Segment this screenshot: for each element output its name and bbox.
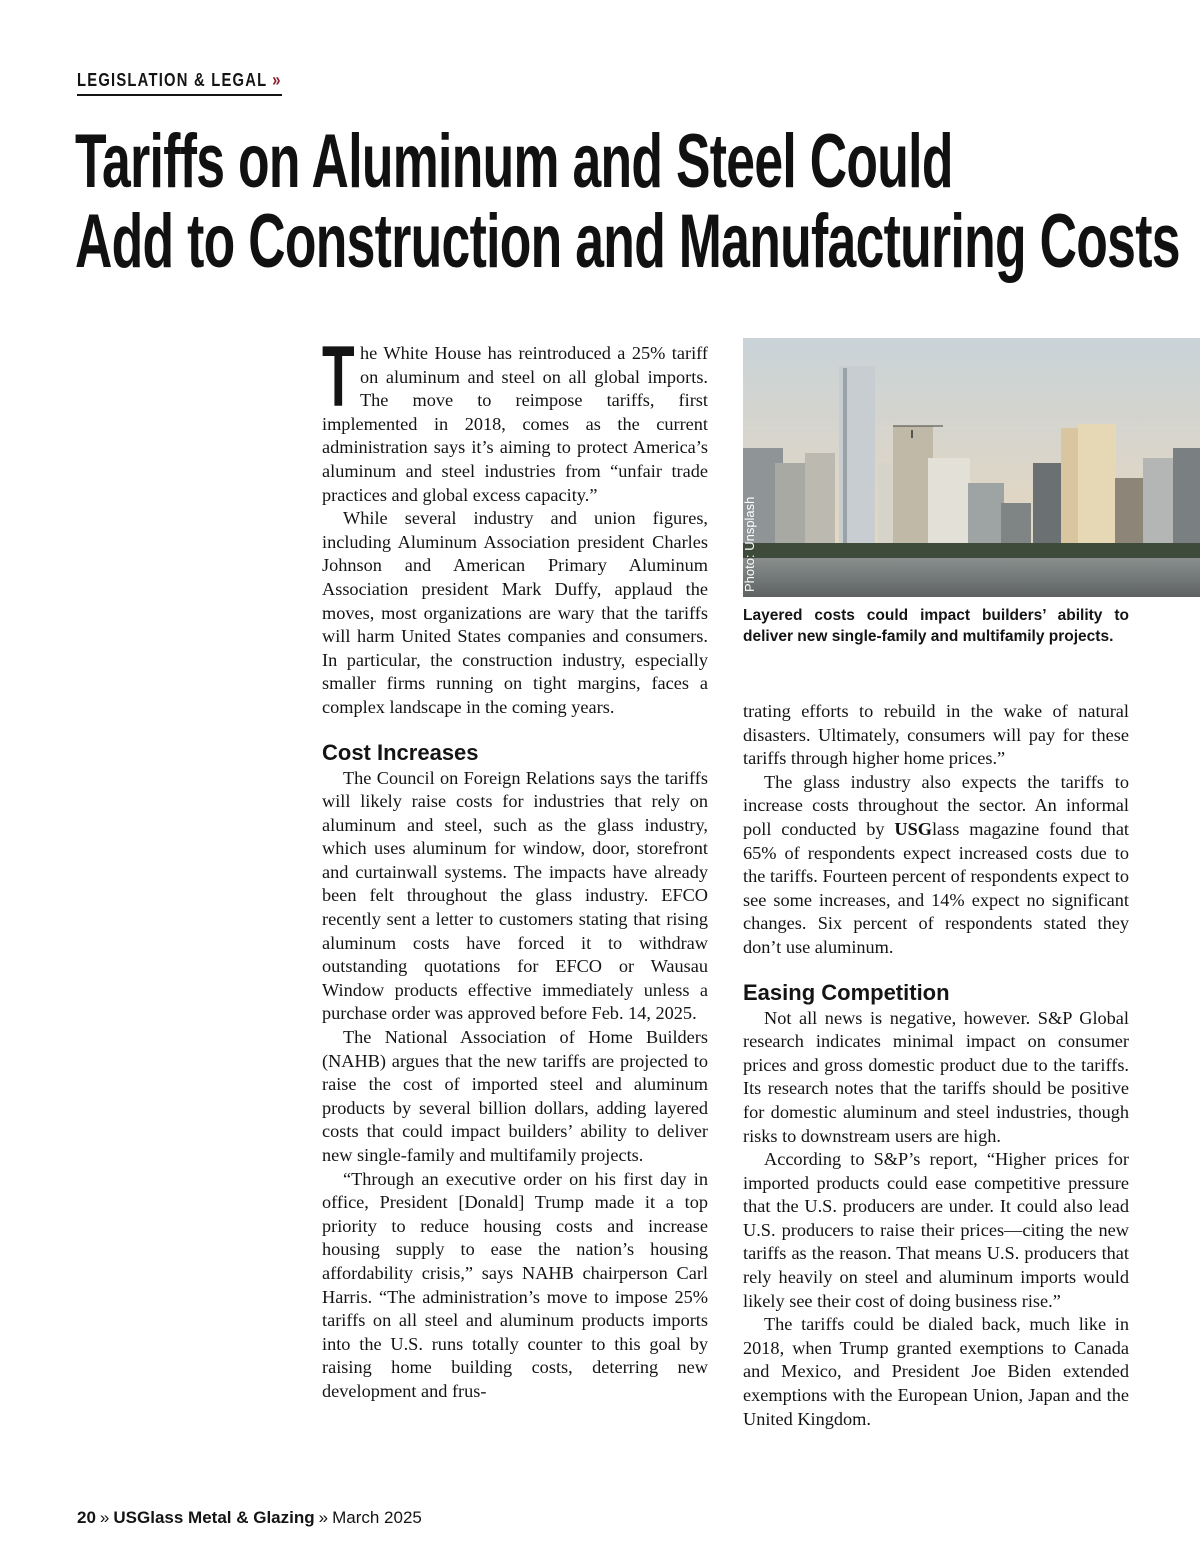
paragraph-4: The National Association of Home Builders (NAHB) argues that the new tariffs are projected to raise the cost of imported steel and aluminum products by several billion dollars, adding layered costs that could impact builders’ ability to deliver new single-family and multifamily projects. <box>322 1027 708 1165</box>
paragraph-3: The Council on Foreign Relations says the tariffs will likely raise costs for industries that rely on aluminum and steel, such as the glass industry, which uses aluminum for window, door, storefront and curtainwall systems. The impacts have already been felt throughout the glass industry. EFCO recently sent a letter to customers stating that rising aluminum costs have forced it to withdraw outstanding quotations for EFCO or Wausau Window products effective immediately unless a purchase order was approved before Feb. 14, 2025. <box>322 767 708 1024</box>
paragraph-8: According to S&P’s report, “Higher prices for imported products could ease competitive pressure that the U.S. producers are under. It could also lead U.S. producers to raise their prices—citing the new tariffs as the reason. That means U.S. producers that rely heavily on steel and aluminum imports would likely see their cost of doing business rise.” <box>743 1149 1129 1311</box>
paragraph-6 <box>743 771 1129 960</box>
usglass-brand-rest: lass <box>931 818 960 839</box>
paragraph-2: While several industry and union figures, including Aluminum Association president Charles Johnson and American Primary Aluminum Association president Mark Duffy, applaud the moves, most organizations are wary that the tariffs will harm United States companies and consumers. In particular, the construction industry, especially smaller firms running on tight margins, faces a complex landscape in the coming years. <box>322 508 708 717</box>
page-footer <box>77 1508 422 1528</box>
footer-separator-1: » <box>99 1508 110 1527</box>
section-label <box>77 70 282 96</box>
intro-paragraph <box>322 329 708 507</box>
headline-line-1: Tariffs on Aluminum and Steel Could <box>75 119 953 204</box>
paragraph-5: “Through an executive order on his first day in office, President [Donald] Trump made it a top priority to reduce housing costs and increase housing supply to ease the nation’s housing affordability crisis,” says NAHB chairperson Carl Harris. “The administration’s move to impose 25% tariffs on all steel and aluminum products imports into the U.S. runs totally counter to this goal by raising home building costs, deterring new development and frus- <box>322 1168 708 1401</box>
section-label-text: LEGISLATION & LEGAL <box>77 70 268 90</box>
publication-name: USGlass Metal & Glazing <box>113 1508 315 1527</box>
footer-separator-2: » <box>318 1508 329 1527</box>
issue-date: March 2025 <box>332 1508 422 1527</box>
usglass-brand-bold: USG <box>894 818 932 839</box>
subhead-cost-increases: Cost Increases <box>322 739 479 765</box>
section-chevron: » <box>272 70 282 90</box>
headline <box>75 119 1200 284</box>
article-column-right <box>743 700 1129 1431</box>
paragraph-6-after: magazine found that 65% of respondents expect increased costs due to the tariffs. Fourteen percent of respondents expect to see some increases, and 14% expect no significant changes. Six percent of respondents stated they don’t use aluminum. <box>743 818 1130 957</box>
subhead-easing-competition: Easing Competition <box>743 979 950 1005</box>
page-number: 20 <box>77 1508 96 1527</box>
photo-caption: Layered costs could impact builders’ ability to deliver new single-family and multifamily projects. <box>743 607 1129 645</box>
paragraph-6-before: The glass industry also expects the tariffs to increase costs throughout the sector. An informal poll conducted by <box>743 771 1129 839</box>
skyline-photo <box>743 338 1200 597</box>
drop-cap: T <box>322 329 355 425</box>
headline-line-2: Add to Construction and Manufacturing Costs <box>75 199 1180 284</box>
skyline-image <box>743 338 1200 597</box>
paragraph-5-continued: trating efforts to rebuild in the wake of natural disasters. Ultimately, consumers will pay for these tariffs through higher home prices.” <box>743 701 1129 769</box>
photo-credit: Photo: Unsplash <box>742 496 757 592</box>
paragraph-7: Not all news is negative, however. S&P Global research indicates minimal impact on consumer prices and gross domestic product due to the tariffs. Its research notes that the tariffs should be positive for domestic aluminum and steel industries, though risks to downstream users are high. <box>743 1007 1129 1146</box>
paragraph-9: The tariffs could be dialed back, much like in 2018, when Trump granted exemptions to Canada and Mexico, and President Joe Biden extended exemptions with the European Union, Japan and the United Kingdom. <box>743 1314 1129 1429</box>
article-column-left <box>322 329 708 1404</box>
intro-text: he White House has reintroduced a 25% tariff on aluminum and steel on all global imports. The move to reimpose tariffs, first implemented in 2018, comes as the current administration says it’s aiming to protect America’s aluminum and steel industries from “unfair trade practices and global excess capacity.” <box>322 343 708 505</box>
